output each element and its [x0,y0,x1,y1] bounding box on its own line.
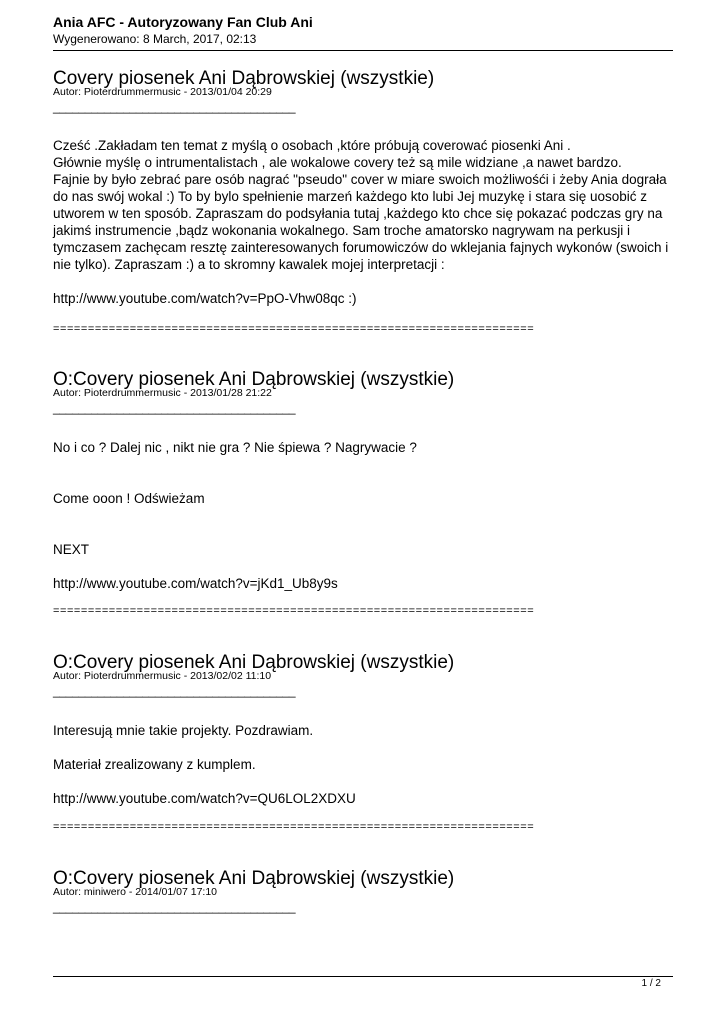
blank-line [53,558,693,575]
body-line: nie tylko). Zapraszam :) a to skromny kawalek mojej interpretacji : [53,257,445,272]
site-title: Ania AFC - Autoryzowany Fan Club Ani [53,14,313,30]
author-rule: ______________________________________ [53,900,296,914]
post-title: O:Covery piosenek Ani Dąbrowskiej (wszystkie) [53,868,455,889]
author-rule: ______________________________________ [53,684,296,698]
post [53,869,693,914]
generated-timestamp: Wygenerowano: 8 March, 2017, 02:13 [53,32,257,46]
body-line: Materiał zrealizowany z kumplem. [53,757,256,772]
blank-line [53,473,693,490]
blank-line [53,273,693,290]
body-line: Come ooon ! Odświeżam [53,491,205,506]
post-separator: ===================================================================== [53,323,535,335]
post-author: Autor: miniwero - 2014/01/07 17:10 [53,886,218,898]
post [53,370,693,415]
video-link[interactable]: http://www.youtube.com/watch?v=QU6LOL2XDXU [53,791,356,806]
author-rule: ______________________________________ [53,401,296,415]
post-body [53,439,693,592]
blank-line [53,507,693,524]
body-line: tymczasem zachęcam resztę zainteresowanych forumowiczów do wklejania fajnych wykonów (swoich i [53,240,669,255]
blank-line [53,773,693,790]
post [53,653,693,698]
post-author: Autor: Pioterdrummermusic - 2013/02/02 11:10 [53,670,272,682]
post-body [53,722,693,807]
body-line: do nas swój wokal :) To by bylo spełnienie marzeń każdego kto lubi Jej muzykę i stara się uosobić z [53,189,648,204]
post-title: O:Covery piosenek Ani Dąbrowskiej (wszystkie) [53,652,455,673]
body-line: No i co ? Dalej nic , nikt nie gra ? Nie śpiewa ? Nagrywacie ? [53,440,417,455]
video-link[interactable]: http://www.youtube.com/watch?v=jKd1_Ub8y9s [53,576,338,591]
body-line: NEXT [53,542,90,557]
blank-line [53,524,693,541]
post [53,69,693,114]
blank-line [53,456,693,473]
document-header [53,14,673,47]
post-author: Autor: Pioterdrummermusic - 2013/01/28 21:22 [53,387,272,399]
body-line: Cześć .Zakładam ten temat z myślą o osobach ,które próbują coverować piosenki Ani . [53,138,571,153]
post-separator: ===================================================================== [53,821,535,833]
body-line: Głównie myślę o intrumentalistach , ale wokalowe covery też są mile widziane ,a nawet bardzo. [53,155,622,170]
author-rule: ______________________________________ [53,100,296,114]
page-number: 1 / 2 [641,978,661,989]
post-separator: ===================================================================== [53,605,535,617]
post-author: Autor: Pioterdrummermusic - 2013/01/04 20:29 [53,86,272,98]
body-line: utworem w ten sposób. Zapraszam do podsyłania tutaj ,każdego kto chce się pokazać podczas gry na [53,206,663,221]
blank-line [53,739,693,756]
body-line: Interesują mnie takie projekty. Pozdrawiam. [53,723,314,738]
footer-rule [53,976,673,977]
body-line: jakimś instrumencie ,bądz wokonania wokalnego. Sam troche amatorsko nagrywam na perkusji i [53,223,631,238]
post-title: Covery piosenek Ani Dąbrowskiej (wszystkie) [53,68,435,89]
body-line: Fajnie by było zebrać pare osób nagrać "pseudo" cover w miare swoich możliwośći i żeby Ania dograła [53,172,667,187]
post-body [53,137,693,307]
header-rule [53,50,673,51]
video-link[interactable]: http://www.youtube.com/watch?v=PpO-Vhw08qc :) [53,291,357,306]
post-title: O:Covery piosenek Ani Dąbrowskiej (wszystkie) [53,369,455,390]
